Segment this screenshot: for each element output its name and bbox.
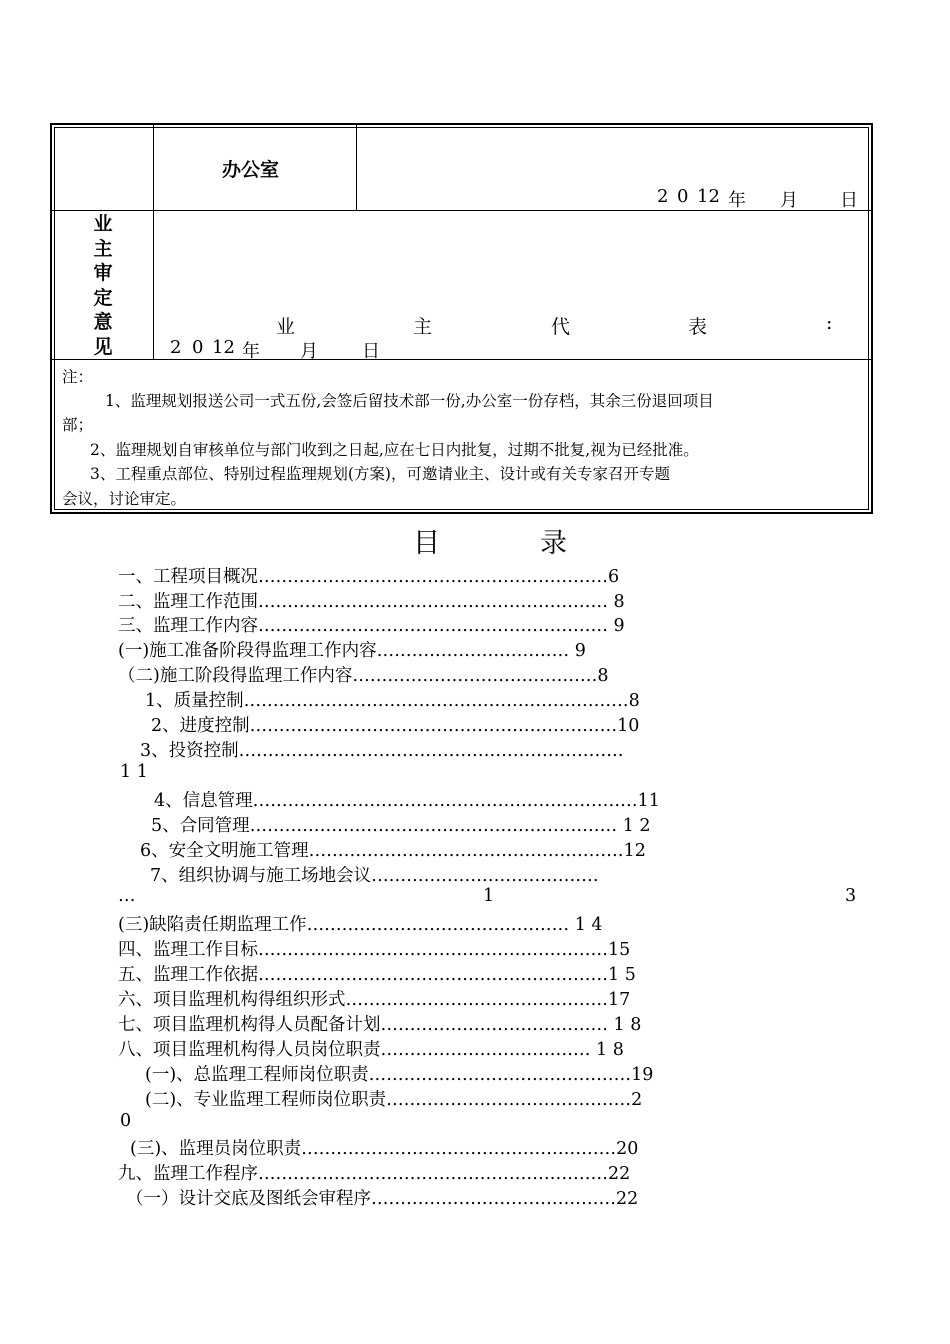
owner-rep-char: 业 xyxy=(276,316,296,338)
date2-month-label: 月 xyxy=(300,341,318,362)
note-1: 1、监理规划报送公司一式五份,会签后留技术部一份,办公室一份存档，其余三份退回项目 xyxy=(105,392,714,410)
date2-year-label: 年 xyxy=(242,341,260,362)
toc-line: 2、进度控制………………………………………………………10 xyxy=(151,716,640,736)
date-day-label: 日 xyxy=(840,190,858,211)
owner-char: 审 xyxy=(93,262,113,284)
col-divider xyxy=(153,125,154,359)
date-year-0: 0 xyxy=(677,186,689,207)
toc-line: 九、监理工作程序……………………………………………………22 xyxy=(118,1164,631,1184)
toc-line: 六、项目监理机构得组织形式………………………………………17 xyxy=(118,990,631,1010)
toc-line: 6、安全文明施工管理………………………………………………12 xyxy=(140,841,646,861)
date2-year-2: 2 xyxy=(170,337,182,358)
toc-line: 3、投资控制………………………………………………………… xyxy=(140,741,624,761)
toc-line: 1 xyxy=(483,886,495,906)
owner-rep-char: 主 xyxy=(413,316,433,338)
date2-day-label: 日 xyxy=(362,341,380,362)
owner-rep-char: 表 xyxy=(688,316,708,338)
toc-line: 三、监理工作内容…………………………………………………… 9 xyxy=(118,616,625,636)
toc-title-char-2: 录 xyxy=(540,528,567,559)
row-divider xyxy=(52,210,871,211)
toc-line: (一)、总监理工程师岗位职责………………………………………19 xyxy=(145,1065,654,1085)
row-divider xyxy=(52,359,871,360)
note-2: 2、监理规划自审核单位与部门收到之日起,应在七日内批复，过期不批复,视为已经批准。 xyxy=(90,441,699,459)
date-year-2: 2 xyxy=(657,186,669,207)
date-year-12: 12 xyxy=(697,186,720,207)
toc-line: 一、工程项目概况……………………………………………………6 xyxy=(118,567,620,587)
toc-line: (三)缺陷责任期监理工作……………………………………… 1 4 xyxy=(118,915,603,935)
owner-rep-char: 代 xyxy=(551,316,571,338)
toc-line: 4、信息管理…………………………………………………………11 xyxy=(154,791,660,811)
note-3-cont: 会议，讨论审定。 xyxy=(62,490,187,508)
date2-year-0: 0 xyxy=(192,337,204,358)
toc-line: 0 xyxy=(120,1111,132,1131)
toc-line: 七、项目监理机构得人员配备计划………………………………… 1 8 xyxy=(118,1015,642,1035)
toc-line: 3 xyxy=(845,886,857,906)
owner-char: 意 xyxy=(93,311,113,333)
owner-char: 业 xyxy=(93,213,113,235)
date-year-label: 年 xyxy=(728,190,746,211)
toc-line: (二)、专业监理工程师岗位职责……………………………………2 xyxy=(145,1090,643,1110)
date-month-label: 月 xyxy=(780,190,798,211)
owner-char: 定 xyxy=(93,286,113,309)
owner-approval-label xyxy=(88,212,118,359)
owner-char: 主 xyxy=(93,237,113,260)
toc-line: (三)、监理员岗位职责………………………………………………20 xyxy=(130,1139,639,1159)
owner-rep-colon: : xyxy=(826,312,833,334)
office-label: 办公室 xyxy=(222,159,280,181)
owner-char: 见 xyxy=(93,335,113,358)
toc-line: 二、监理工作范围…………………………………………………… 8 xyxy=(118,592,625,612)
toc-line: 1 1 xyxy=(120,762,148,782)
note-1-cont: 部； xyxy=(62,416,94,434)
toc-line: 5、合同管理……………………………………………………… 1 2 xyxy=(151,816,651,836)
toc-line: 五、监理工作依据……………………………………………………1 5 xyxy=(118,965,636,985)
toc-line: （一）设计交底及图纸会审程序……………………………………22 xyxy=(126,1189,639,1209)
toc-line: 八、项目监理机构得人员岗位职责……………………………… 1 8 xyxy=(118,1040,624,1060)
toc-line: 7、组织协调与施工场地会议………………………………… xyxy=(150,866,599,886)
date2-year-12: 12 xyxy=(212,337,235,358)
toc-line: (一)施工准备阶段得监理工作内容…………………………… 9 xyxy=(118,641,586,661)
notes-heading: 注： xyxy=(62,368,94,386)
col-divider xyxy=(356,125,357,210)
toc-line: （二)施工阶段得监理工作内容……………………………………8 xyxy=(118,666,609,686)
toc-title-char-1: 目 xyxy=(413,528,440,559)
toc-line: 四、监理工作目标……………………………………………………15 xyxy=(118,940,631,960)
toc-line: 1、质量控制…………………………………………………………8 xyxy=(145,691,640,711)
note-3: 3、工程重点部位、特别过程监理规划(方案)，可邀请业主、设计或有关专家召开专题 xyxy=(90,465,670,483)
toc-line: … xyxy=(118,886,136,906)
